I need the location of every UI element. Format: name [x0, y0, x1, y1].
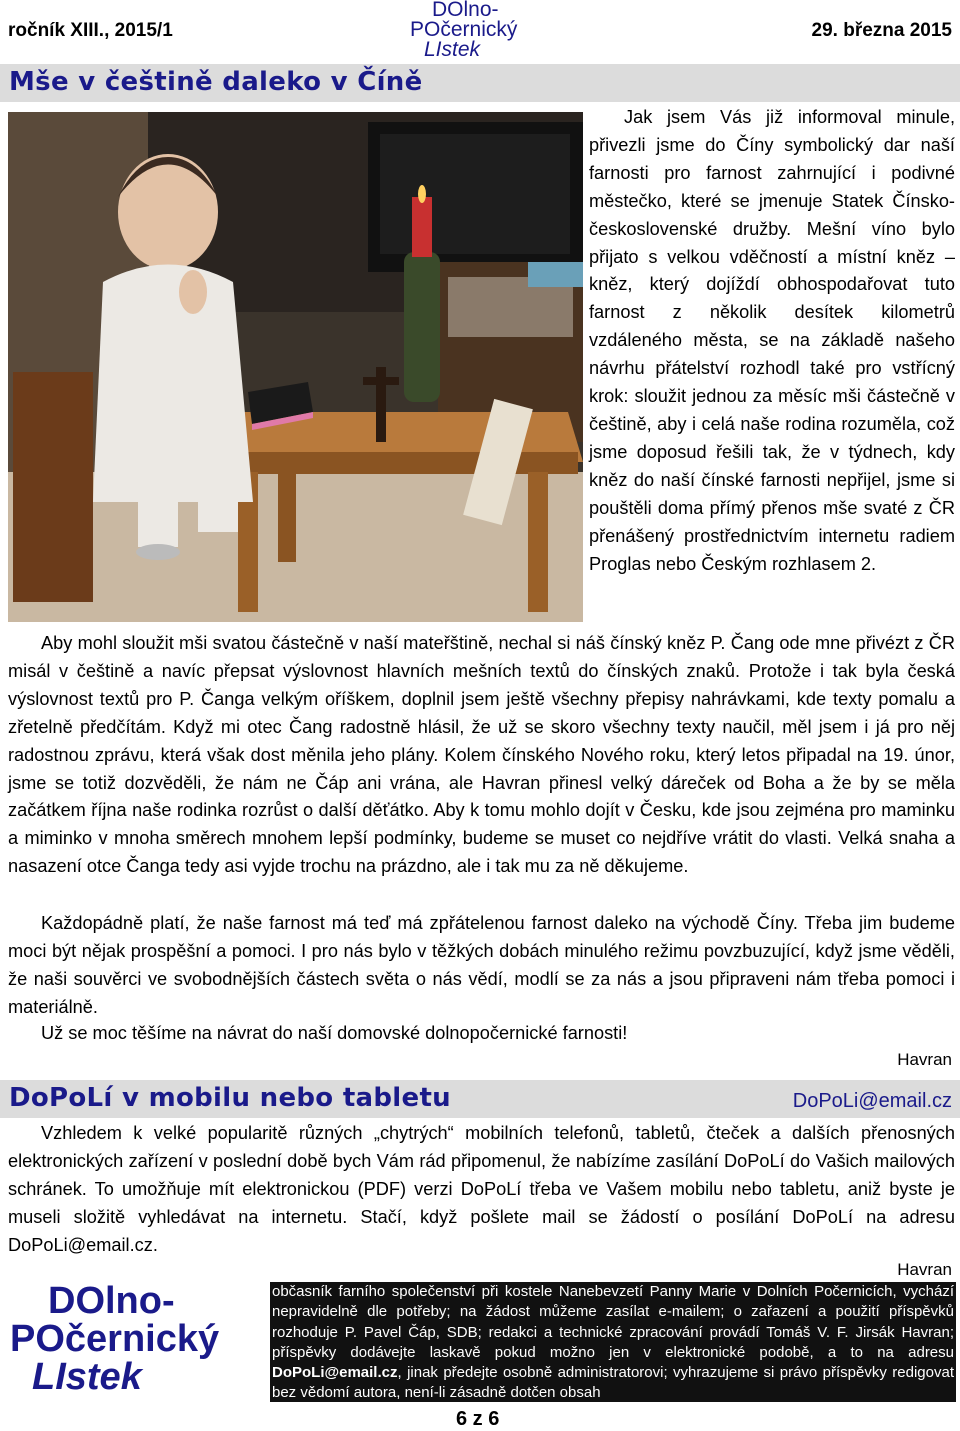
page-number: 6 z 6 — [456, 1408, 500, 1430]
article2-title-bar — [0, 1080, 960, 1118]
article-photo — [8, 112, 583, 622]
issue-date: 29. března 2015 — [811, 20, 952, 41]
article-title: Mše v češtině daleko v Číně — [9, 67, 423, 97]
page-header — [0, 0, 960, 62]
colophon-email[interactable]: DoPoLi@email.cz — [272, 1364, 398, 1382]
contact-email[interactable]: DoPoLi@email.cz — [792, 1090, 952, 1112]
article-paragraph: Každopádně platí, že naše farnost má teď má zpřátelenou farnost daleko na východě Číny. Třeba jim budeme moci být nějak prospěšní a pomoci. I pro nás bylo v těžkých dobách minulého režimu povzbuzující, když jsme věděli, že naši souvěrci ve svobodnějších částech světa o nás vědí, modlí se za nás a jsou připraveni nám třeba pomoci i materiálně. — [8, 913, 955, 1017]
newsletter-logo: DOlno- POčernický LIstek — [10, 1280, 220, 1398]
issue-label: ročník XIII., 2015/1 — [8, 20, 173, 41]
article2-title: DoPoLí v mobilu nebo tabletu — [9, 1083, 451, 1113]
header-logo: DOlno- POčernický LIstek — [410, 0, 518, 61]
article-intro-text: Jak jsem Vás již informoval minule, přivezli jsme do Číny symbolický dar naší farnosti pro farnost zahrnující i podivné městečko, které se jmenuje Statek Čínsko-československé družby. Mešní víno bylo přijato s velkou vděčností a místní kněz – kněz, který dojíždí obhospodařovat tuto farnost z několik desítek kilometrů vzdáleného města, se na základě našeho návrhu přátelství rozhodl také pro vstřícný krok: sloužit jednou za měsíc mši částečně v češtině, aby i celá naše rodina rozuměla, což jsme doposud řešili tak, že v týdnech, kdy kněz do naší čínské farnosti nepřijel, jsme si pouštěli doma přímý přenos mše svaté z ČR přenášený prostřednictvím internetu radiem Proglas nebo Českým rozhlasem 2. — [589, 107, 955, 574]
article-title-bar — [0, 64, 960, 102]
article2-signature: Havran — [897, 1260, 952, 1279]
article-paragraph: Aby mohl sloužit mši svatou částečně v naší mateřštině, nechal si náš čínský kněz P. Čang ode mne přivézt z ČR misál v češtině a navíc přepsat výslovnost hlavních mešních textů do čínských znaků. Protože i tak byla česká výslovnost textů pro P. Čanga velkým oříškem, doplnil jsem ještě všechny přepisy nahrávkami, kde texty pomalu a zřetelně předčítám. Když mi otec Čang radostně hlásil, že už se skoro všechny texty naučil, měl jsem i já pro něj radostnou zprávu, která však dost měnila jeho plány. Kolem čínského Nového roku, který letos připadal na 19. únor, jsme se totiž dozvěděli, že nám ne Čáp ani vrána, ale Havran přinesl velký dáreček od Boha a že by se měla začátkem října naše rodinka rozrůst o další děťátko. Aby k tomu mohlo dojít v Česku, kde jsou zejména pro maminku a miminko v mnoha směrech mnohem lepší podmínky, budeme se muset co nejdříve vrátit do vlasti. Velká snaha a nasazení otce Čanga tedy asi vyjde trochu na prázdno, ale i tak mu za ně děkujeme. — [8, 633, 955, 877]
article-signature: Havran — [897, 1050, 952, 1069]
colophon: občasník farního společenství při kostele Nanebevzetí Panny Marie v Dolních Počernicích, vychází nepravidelně dle potřeby; na žádost můžeme zasílat e-mailem; o zařazení a použití příspěvků rozhoduje P. Pavel Čáp, SDB; redakci a technické zpracování provádí Tomáš V. F. Jirsák Havran; příspěvky dodávejte laskavě pokud možno jen v elektronické podobě, a to na adresu DoPoLi@email.cz, jinak předejte osobně administratorovi; vyhrazujeme si právo příspěvky redigovat bez vědomí autora, není-li zásadně dotčen obsah — [272, 1283, 954, 1402]
article-paragraph: Už se moc těšíme na návrat do naší domovské dolnopočernické farnosti! — [41, 1023, 628, 1043]
article2-paragraph: Vzhledem k velké popularitě různých „chytrých“ mobilních telefonů, tabletů, čteček a dalších přenosných elektronických zařízení v poslední době bych Vám rád připomenul, že nabízíme zasílání DoPoLí do Vašich mailových schránek. To umožňuje mít elektronickou (PDF) verzi DoPoLí třeba ve Vašem mobilu nebo tabletu, aniž byste je museli složitě vyhledávat na internetu. Stačí, když pošlete mail se žádostí o posílání DoPoLí na adresu DoPoLi@email.cz. — [8, 1123, 955, 1255]
